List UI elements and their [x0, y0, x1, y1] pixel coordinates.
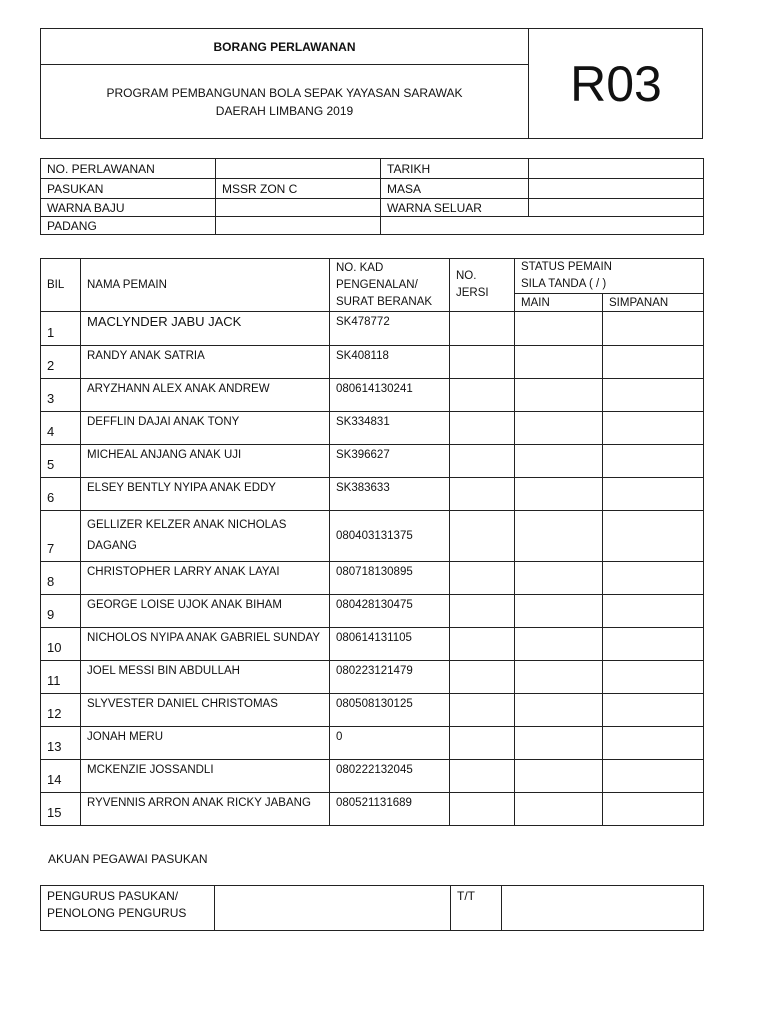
pasukan-label: PASUKAN: [41, 179, 216, 199]
pasukan-field[interactable]: MSSR ZON C: [216, 179, 381, 199]
player-row: [41, 760, 704, 793]
player-ic: SK383633: [330, 478, 450, 511]
player-ic: 080521131689: [330, 793, 450, 826]
player-name-line-1: ELSEY BENTLY NYIPA ANAK EDDY: [87, 482, 276, 494]
col-simpanan-header: SIMPANAN: [603, 294, 704, 312]
player-name: [81, 760, 330, 793]
player-name: [81, 793, 330, 826]
player-row: [41, 478, 704, 511]
col-ic-line-3: SURAT BERANAK: [336, 295, 433, 308]
player-simpanan-checkbox[interactable]: [603, 562, 704, 595]
player-jersi-field[interactable]: [450, 445, 515, 478]
player-row: [41, 445, 704, 478]
player-simpanan-checkbox[interactable]: [603, 445, 704, 478]
player-jersi-field[interactable]: [450, 793, 515, 826]
player-name: [81, 379, 330, 412]
col-status-header: [515, 259, 704, 294]
warna-baju-label: WARNA BAJU: [41, 199, 216, 217]
col-status-line-2: SILA TANDA ( / ): [521, 278, 607, 290]
tt-label: T/T: [451, 886, 502, 931]
player-bil: 4: [41, 412, 81, 445]
form-header: [40, 28, 703, 139]
player-name: [81, 346, 330, 379]
player-main-checkbox[interactable]: [515, 312, 603, 346]
pengurus-line-2: PENOLONG PENGURUS: [47, 906, 187, 920]
player-name-line-1: JONAH MERU: [87, 731, 164, 743]
player-name: [81, 694, 330, 727]
player-jersi-field[interactable]: [450, 379, 515, 412]
col-bil-header: BIL: [41, 259, 81, 312]
player-jersi-field[interactable]: [450, 760, 515, 793]
player-row: [41, 312, 704, 346]
player-bil: 8: [41, 562, 81, 595]
player-name-line-1: MICHEAL ANJANG ANAK UJI: [87, 449, 242, 461]
player-main-checkbox[interactable]: [515, 511, 603, 562]
player-bil: 10: [41, 628, 81, 661]
col-jersi-line-2: JERSI: [456, 287, 489, 299]
player-bil: 14: [41, 760, 81, 793]
no-perlawanan-field[interactable]: [216, 159, 381, 179]
player-row: [41, 562, 704, 595]
player-jersi-field[interactable]: [450, 595, 515, 628]
player-simpanan-checkbox[interactable]: [603, 312, 704, 346]
player-ic: 080222132045: [330, 760, 450, 793]
warna-baju-field[interactable]: [216, 199, 381, 217]
program-title: [41, 65, 528, 138]
player-row: [41, 628, 704, 661]
player-main-checkbox[interactable]: [515, 595, 603, 628]
player-simpanan-checkbox[interactable]: [603, 727, 704, 760]
player-name: [81, 412, 330, 445]
player-name: [81, 562, 330, 595]
player-row: [41, 412, 704, 445]
player-main-checkbox[interactable]: [515, 760, 603, 793]
player-bil: 2: [41, 346, 81, 379]
player-row: [41, 694, 704, 727]
match-info-table: [40, 158, 704, 235]
col-main-header: MAIN: [515, 294, 603, 312]
player-ic: 080718130895: [330, 562, 450, 595]
player-bil: 11: [41, 661, 81, 694]
player-bil: 15: [41, 793, 81, 826]
signature-table: [40, 885, 704, 931]
player-jersi-field[interactable]: [450, 694, 515, 727]
pengurus-name-field[interactable]: [215, 886, 451, 931]
player-name-line-1: MACLYNDER JABU JACK: [87, 314, 242, 329]
player-bil: 6: [41, 478, 81, 511]
program-line-1: PROGRAM PEMBANGUNAN BOLA SEPAK YAYASAN SARAWAK: [106, 85, 463, 100]
player-simpanan-checkbox[interactable]: [603, 595, 704, 628]
player-bil: 13: [41, 727, 81, 760]
tarikh-field[interactable]: [529, 159, 704, 179]
player-simpanan-checkbox[interactable]: [603, 793, 704, 826]
player-name-line-1: JOEL MESSI BIN ABDULLAH: [87, 665, 240, 677]
player-name: [81, 445, 330, 478]
player-bil: 1: [41, 312, 81, 346]
player-name-line-1: GEORGE LOISE UJOK ANAK BIHAM: [87, 599, 282, 611]
padang-label: PADANG: [41, 217, 216, 235]
player-name: [81, 727, 330, 760]
player-main-checkbox[interactable]: [515, 694, 603, 727]
player-simpanan-checkbox[interactable]: [603, 760, 704, 793]
player-ic: 080223121479: [330, 661, 450, 694]
player-row: [41, 661, 704, 694]
player-jersi-field[interactable]: [450, 346, 515, 379]
player-simpanan-checkbox[interactable]: [603, 511, 704, 562]
player-simpanan-checkbox[interactable]: [603, 694, 704, 727]
col-nama-header: NAMA PEMAIN: [81, 259, 330, 312]
player-name: [81, 628, 330, 661]
player-name: [81, 478, 330, 511]
player-name-line-1: CHRISTOPHER LARRY ANAK LAYAI: [87, 566, 280, 578]
player-simpanan-checkbox[interactable]: [603, 379, 704, 412]
player-row: [41, 727, 704, 760]
header-left-panel: [41, 29, 529, 138]
player-jersi-field[interactable]: [450, 478, 515, 511]
player-name-line-1: SLYVESTER DANIEL CHRISTOMAS: [87, 698, 278, 710]
no-perlawanan-label: NO. PERLAWANAN: [41, 159, 216, 179]
player-ic: 080403131375: [330, 511, 450, 562]
padang-field[interactable]: [216, 217, 381, 235]
player-bil: 7: [41, 511, 81, 562]
player-name-line-1: DEFFLIN DAJAI ANAK TONY: [87, 416, 240, 428]
masa-field[interactable]: [529, 179, 704, 199]
player-simpanan-checkbox[interactable]: [603, 412, 704, 445]
player-jersi-field[interactable]: [450, 727, 515, 760]
player-ic: SK408118: [330, 346, 450, 379]
player-main-checkbox[interactable]: [515, 628, 603, 661]
player-row: [41, 793, 704, 826]
players-table: [40, 258, 704, 826]
pengurus-line-1: PENGURUS PASUKAN/: [47, 889, 179, 903]
player-ic: SK396627: [330, 445, 450, 478]
col-ic-line-2: PENGENALAN/: [336, 278, 418, 291]
player-name: [81, 661, 330, 694]
col-status-line-1: STATUS PEMAIN: [521, 261, 612, 273]
player-bil: 9: [41, 595, 81, 628]
player-row: [41, 346, 704, 379]
player-jersi-field[interactable]: [450, 312, 515, 346]
player-ic: SK334831: [330, 412, 450, 445]
player-main-checkbox[interactable]: [515, 445, 603, 478]
pengurus-label: [41, 886, 215, 931]
player-jersi-field[interactable]: [450, 628, 515, 661]
player-main-checkbox[interactable]: [515, 478, 603, 511]
form-code: R03: [570, 55, 662, 112]
col-ic-line-1: NO. KAD: [336, 261, 384, 274]
player-jersi-field[interactable]: [450, 661, 515, 694]
form-title: BORANG PERLAWANAN: [41, 29, 528, 65]
akuan-label: AKUAN PEGAWAI PASUKAN: [48, 852, 208, 866]
player-jersi-field[interactable]: [450, 511, 515, 562]
player-simpanan-checkbox[interactable]: [603, 346, 704, 379]
warna-seluar-field[interactable]: [529, 199, 704, 217]
player-name-line-1: GELLIZER KELZER ANAK NICHOLAS: [87, 519, 287, 531]
masa-label: MASA: [381, 179, 529, 199]
tarikh-label: TARIKH: [381, 159, 529, 179]
signature-field[interactable]: [502, 886, 704, 931]
player-main-checkbox[interactable]: [515, 412, 603, 445]
player-jersi-field[interactable]: [450, 562, 515, 595]
player-name-line-1: MCKENZIE JOSSANDLI: [87, 764, 214, 776]
player-name-line-1: NICHOLOS NYIPA ANAK GABRIEL SUNDAY: [87, 632, 321, 644]
player-row: [41, 595, 704, 628]
player-main-checkbox[interactable]: [515, 727, 603, 760]
player-main-checkbox[interactable]: [515, 346, 603, 379]
player-bil: 3: [41, 379, 81, 412]
player-name-line-1: ARYZHANN ALEX ANAK ANDREW: [87, 383, 270, 395]
player-ic: 0: [330, 727, 450, 760]
player-name: [81, 511, 330, 562]
player-ic: 080614130241: [330, 379, 450, 412]
player-jersi-field[interactable]: [450, 412, 515, 445]
player-rows: [41, 312, 704, 826]
player-simpanan-checkbox[interactable]: [603, 661, 704, 694]
player-name-line-1: RANDY ANAK SATRIA: [87, 350, 205, 362]
player-simpanan-checkbox[interactable]: [603, 628, 704, 661]
padang-extra-field[interactable]: [381, 217, 704, 235]
player-main-checkbox[interactable]: [515, 661, 603, 694]
player-name: [81, 595, 330, 628]
player-main-checkbox[interactable]: [515, 793, 603, 826]
player-main-checkbox[interactable]: [515, 379, 603, 412]
player-ic: 080508130125: [330, 694, 450, 727]
col-jersi-line-1: NO.: [456, 270, 477, 282]
player-bil: 12: [41, 694, 81, 727]
player-ic: 080614131105: [330, 628, 450, 661]
col-ic-header: [330, 259, 450, 312]
player-simpanan-checkbox[interactable]: [603, 478, 704, 511]
player-row: [41, 511, 704, 562]
player-ic: 080428130475: [330, 595, 450, 628]
player-name-line-2: DAGANG: [87, 540, 137, 552]
player-main-checkbox[interactable]: [515, 562, 603, 595]
col-jersi-header: [450, 259, 515, 312]
player-ic: SK478772: [330, 312, 450, 346]
player-row: [41, 379, 704, 412]
program-line-2: DAERAH LIMBANG 2019: [215, 103, 354, 118]
player-bil: 5: [41, 445, 81, 478]
player-name: [81, 312, 330, 346]
warna-seluar-label: WARNA SELUAR: [381, 199, 529, 217]
player-name-line-1: RYVENNIS ARRON ANAK RICKY JABANG: [87, 797, 311, 809]
